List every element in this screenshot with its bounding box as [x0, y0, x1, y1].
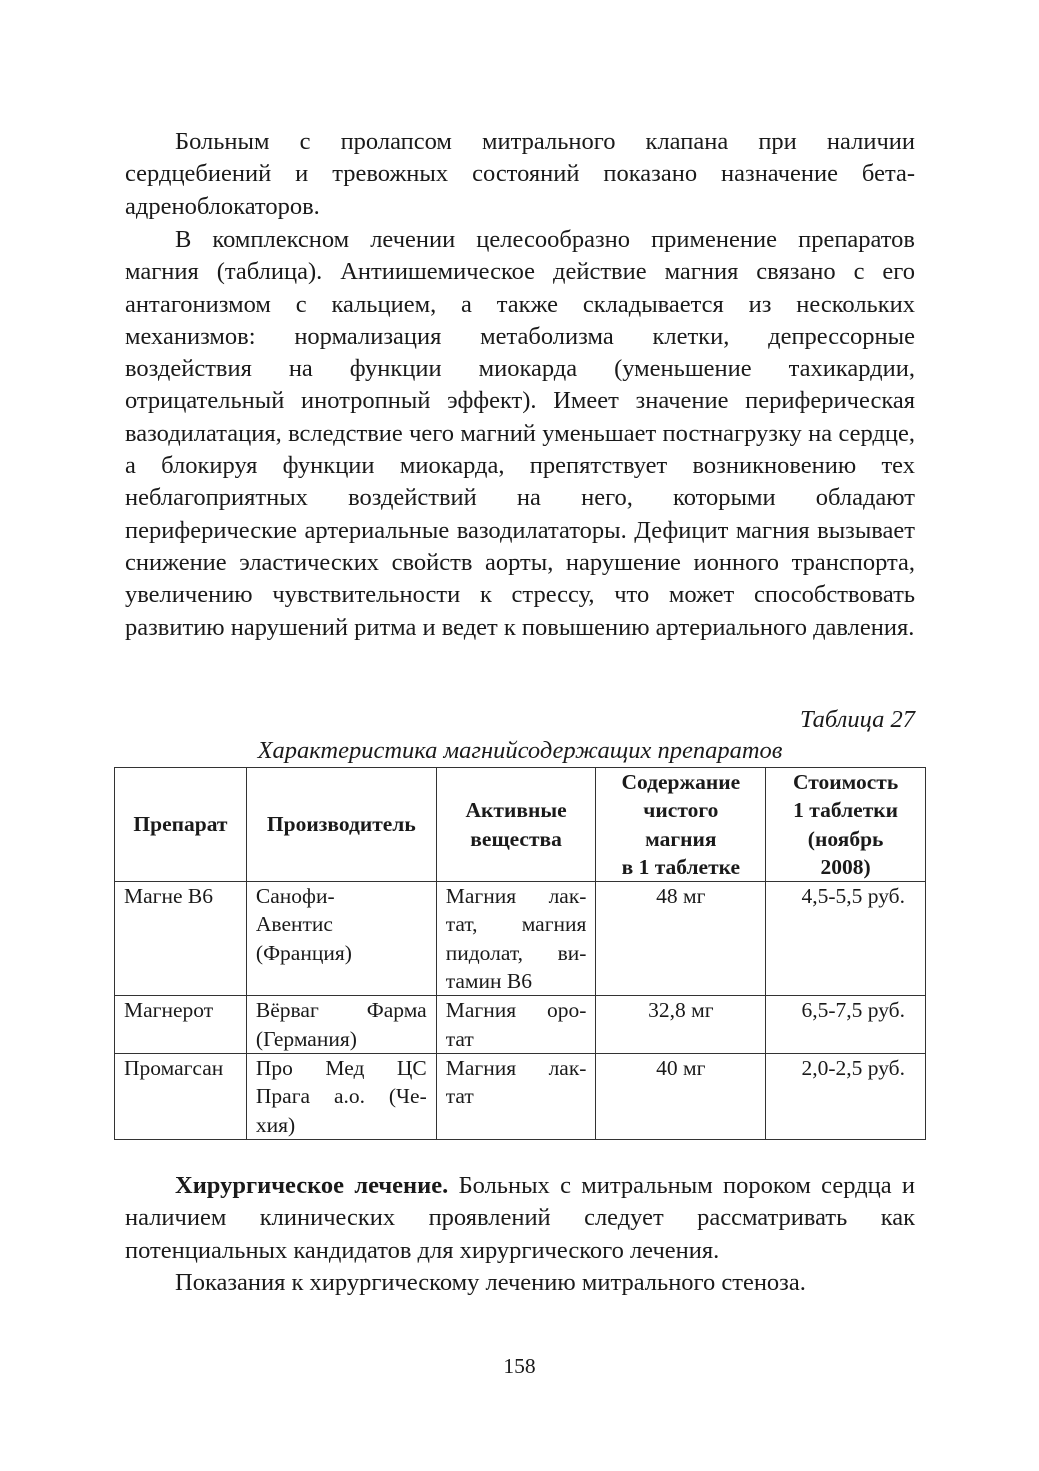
cell-content: 32,8 мг [596, 996, 766, 1054]
table-row [115, 1053, 926, 1139]
cell-maker: Про Мед ЦС Прага а.о. (Че- хия) [246, 1053, 436, 1139]
table-header-row [115, 768, 926, 882]
paragraph-surgery: Хирургическое лечение. Больных с митральным пороком сердца и наличием клинических проявлений следует рассматривать как потенциальных кандидатов для хирургического лечения. [125, 1172, 915, 1264]
header-cost: Стоимость 1 таблетки (ноябрь 2008) [766, 768, 926, 882]
paragraph-beta-blockers: Больным с пролапсом митрального клапана при наличии сердцебиений и тревожных состояний показано назначение бета-адреноблокаторов. [125, 128, 915, 220]
surgery-heading: Хирургическое лечение. [175, 1172, 449, 1199]
paragraph-indications: Показания к хирургическому лечению митрального стеноза. [175, 1269, 806, 1296]
table-label: Таблица 27 [799, 706, 915, 733]
cell-cost: 6,5-7,5 руб. [766, 996, 926, 1054]
header-maker: Производитель [246, 768, 436, 882]
cell-content: 40 мг [596, 1053, 766, 1139]
cell-active: Магния оро- тат [436, 996, 596, 1054]
cell-drug: Магне В6 [115, 882, 247, 996]
cell-cost: 4,5-5,5 руб. [766, 882, 926, 996]
cell-maker: Вёрваг Фарма (Германия) [246, 996, 436, 1054]
table-row [115, 996, 926, 1054]
cell-content: 48 мг [596, 882, 766, 996]
cell-active: Магния лак- тат, магния пидолат, ви- тамин В6 [436, 882, 596, 996]
cell-drug: Магнерот [115, 996, 247, 1054]
cell-maker: Санофи- Авентис (Франция) [246, 882, 436, 996]
magnesium-drugs-table [114, 767, 926, 1140]
table-title: Характеристика магнийсодержащих препаратов [257, 737, 783, 764]
header-content: Содержание чистого магния в 1 таблетке [596, 768, 766, 882]
header-active: Активные вещества [436, 768, 596, 882]
cell-drug: Промагсан [115, 1053, 247, 1139]
page-number: 158 [503, 1354, 536, 1378]
table-row [115, 882, 926, 996]
header-drug: Препарат [115, 768, 247, 882]
paragraph-magnesium: В комплексном лечении целесообразно применение препаратов магния (таблица). Антиишемическое действие магния связано с его антагонизмом с кальцием, а также складывается из нескольких механизмов: нормализация метаболизма клетки, депрессорные воздействия на функции миокарда (уменьшение тахикардии, отрицательный инотропный эффект). Имеет значение периферическая вазодилатация, вследствие чего магний уменьшает постнагрузку на сердце, а блокируя функции миокарда, препятствует возникновению тех неблагоприятных воздействий на него, которыми обладают периферические артериальные вазодилататоры. Дефицит магния вызывает снижение эластических свойств аорты, нарушение ионного транспорта, увеличению чувствительности к стрессу, что может способствовать развитию нарушений ритма и ведет к повышению артериального давления. [125, 226, 915, 641]
cell-cost: 2,0-2,5 руб. [766, 1053, 926, 1139]
cell-active: Магния лак- тат [436, 1053, 596, 1139]
